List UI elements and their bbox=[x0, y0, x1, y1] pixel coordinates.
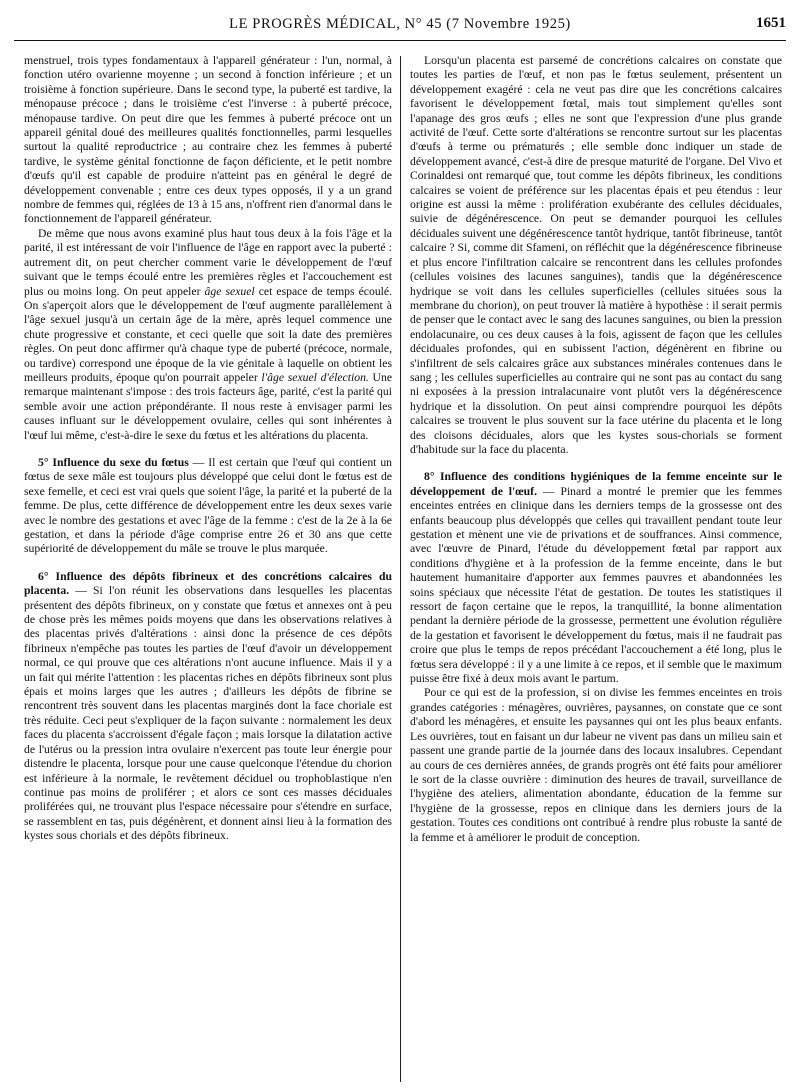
section-text: — Il est certain que l'œuf qui contient un fœtus de sexe mâle est toujours plus développé que celui dont le fœtus est de sexe femelle, et ceci est vrai quels que soient l'âge, la parité et la puberté de la femme. De plus, cette différence de développement entre les deux sexes varie avec le nombre des gestations et avec l'âge de la femme : c'est de la 2e à la 6e gestation, et dans la période d'âge comprise entre 26 et 30 ans que cette supériorité de développement du mâle se trouve le plus marquée. bbox=[24, 455, 392, 556]
section-text: — Pinard a montré le premier que les femmes enceintes entrées en clinique dans les derniers temps de la grossesse ont des enfants beaucoup plus développés que celles qui travaillent pendant toute leur gestation et mènent une vie de privations et de souffrances. Ainsi commence, avec l'œuvre de Pinard, l'étude du développement fœtal par rapport aux conditions d'hygiène et à la profession de la femme enceinte, dans le but hautement humanitaire d'apporter aux femmes pauvres et abandonnées les soins spéciaux que nécessite l'état de gestation. De toutes les statistiques il ressort de façon certaine que le repos, la tranquillité, la bonne alimentation pendant la dernière période de la grossesse, permettent une évolution régulière de la gestation et favorisent le développement du fœtus, mais il ne faudrait pas croire que plus le temps de repos précédant l'accouchement a été long, plus le fœtus sera développé : il y a une limite à ce repos, et il semble que le maximum puisse être fixé à deux mois avant le partum. bbox=[410, 484, 782, 686]
text-run: De même que nous avons examiné plus haut tous deux à la fois l'âge et la parité, il est intéressant de voir l'influence de l'âge en rapport avec la puberté : autrement dit, on peut chercher comment varie le développement de l'œuf suivant que le temps écoulé entre les premières règles et l'accouchement est plus ou moins long. On peut appeler bbox=[24, 226, 392, 298]
section-heading: 8° Influence des conditions hygiéniques de la femme enceinte sur le développement de l'œuf. bbox=[410, 470, 782, 498]
italic-term: âge sexuel bbox=[204, 284, 255, 298]
paragraph: Pour ce qui est de la profession, si on divise les femmes enceintes en trois grandes catégories : ménagères, ouvrières, paysannes, on constate que ce sont d'abord les ménagères, et ensuite les paysannes qui ont les plus beaux enfants. Les ouvrières, tout en faisant un dur labeur ne vivent pas dans un milieu sain et passent une grande partie de la journée dans des locaux insalubres. Cependant au cours de ces dernières années, de grands progrès ont été faits pour améliorer le sort de la classe ouvrière : diminution des heures de travail, surveillance de l'hygiène des ateliers, alimentation abondante, éducation de la femme sur l'hygiène de la grossesse, repos en clinique dans les derniers jours de la gestation. Toutes ces conditions ont contribué à rendre plus robuste la santé de la femme et à améliorer le produit de conception. bbox=[410, 686, 782, 844]
section-6 bbox=[24, 570, 392, 844]
paragraph bbox=[24, 227, 392, 443]
section-heading: 6° Influence des dépôts fibrineux et des concrétions calcaires du placenta. bbox=[24, 569, 392, 598]
section-8 bbox=[410, 470, 782, 686]
paragraph: Lorsqu'un placenta est parsemé de concrétions calcaires on constate que toutes les parties de l'œuf, et non pas le fœtus seulement, présentent un développement exagéré : cela ne veut pas dire que les concrétions calcaires favorisent le développement fœtal, mais tout simplement qu'elles sont l'apanage des gros œufs ; elles ne sont que l'expression d'une plus grande activité de l'œuf. Cette sorte d'altérations se rencontre surtout sur les placentas d'œufs à terme ou prématurés ; elle semble donc indiquer un stade de développement avancé, c'est-à dire de presque maturité de l'organe. Del Vivo et Corinaldesi ont remarqué que, tout comme les dépôts fibrineux, les conditions calcaires se voient de préférence sur les placentas épais et peu étendus : leur origine est aussi la même : prolifération exubérante des cellules déciduales, suivie de dégénérescence. On peut se demander pourquoi les cellules déciduales suivent une dégénérescence tantôt hydrique, tantôt fibrineuse, tantôt calcaire ? Si, comme dit Sfameni, on réfléchit que la dégénérescence fibrineuse et plus encore l'infiltration calcaire se rencontrent dans les cellules profondes (cellules voisines des lacunes sanguines), tandis que la dégénérescence hydrique se voit dans les cellules superficielles (cellules situées sous la membrane du chorion), on peut trouver là matière à hypothèse : il serait permis de penser que le contact avec le sang des lacunes sanguines, ou bien la pression endolacunaire, ou ces deux causes à la fois, agissent de façon que les cellules déciduales profondes, qui en subissent l'action, dégénèrent en fibrine ou s'infiltrent de sels calcaires grâce aux substances minérales contenues dans le sang ; les cellules superficielles au contraire qui ne sont pas au contact du sang ni exposées à la pression intralacunaire vont plutôt vers la dégénérescence hydrique et la dissolution. On peut ainsi comprendre pourquoi les dépôts calcaires se trouvent le plus souvent sur la face utérine du placenta et le long des cloisons déciduales, alors que les kystes sous-chorials se forment d'habitude sur la face du placenta. bbox=[410, 54, 782, 456]
section-5 bbox=[24, 456, 392, 557]
right-column bbox=[410, 54, 782, 1084]
section-text: — Si l'on réunit les observations dans lesquelles les placentas présentent des dépôts fibrineux, on y constate que fœtus et annexes ont à peu de chose près les mêmes poids moyens que dans les observations relatives à des placentas privés d'altérations : ainsi donc la présence de ces dépôts fibrineux n'empêche pas toutes les parties de l'œuf d'avoir un développement normal, ce qui prouve que ces altérations n'ont aucune influence. Mais il y a un fait qui mérite l'attention : les placentas riches en dépôts fibrineux sont plus épais et moins larges que les autres ; d'ailleurs les dépôts de fibrine se rencontrent très souvent dans les placentas marginés dont la face choriale est très réduite. Ceci peut s'expliquer de la façon suivante : normalement les deux faces du placenta s'accroissent d'égale façon ; mais lorsque la dilatation active de l'utérus ou la pression intra ovulaire n'exercent pas toute leur énergie pour distendre le placenta, lorsque pour une cause quelconque l'étendue du chorion est inférieure à la normale, le revêtement déciduel ou trophoblastique n'en continue pas moins de proliférer ; et alors ce sont ces masses déciduales proliférées qui, ne trouvant plus l'espace nécessaire pour s'étendre en surface, se rassemblent en tas, puis dégénèrent, et donnent ainsi lieu à la formation des kystes sous chorials et des dépôts fibrineux. bbox=[24, 584, 392, 843]
column-divider bbox=[400, 56, 401, 1082]
section-heading: 5° Influence du sexe du fœtus bbox=[38, 455, 189, 469]
journal-title: LE PROGRÈS MÉDICAL, N° 45 (7 Novembre 1925) bbox=[229, 16, 571, 32]
italic-term: l'âge sexuel d'élection. bbox=[261, 370, 369, 384]
page-number: 1651 bbox=[756, 15, 786, 31]
text-run: cet espace de temps écoulé. On s'aperçoit alors que le développement de l'œuf augmente parallèlement à l'âge sexuel jusqu'à un certain âge de la mère, après lequel commence une chute progressive et constante, et ceci quelle que soit la date des premières règles. On peut donc affirmer qu'à chaque type de puberté (précoce, normale, ou tardive) correspond une époque de la vie génitale à laquelle on obtient les meilleurs produits, époque qu'on pourrait appeler bbox=[24, 284, 392, 384]
left-column bbox=[24, 54, 392, 1084]
running-header bbox=[14, 10, 786, 41]
paragraph: menstruel, trois types fondamentaux à l'appareil générateur : l'un, normal, à fonction utéro ovarienne moyenne ; un second à fonction inférieure ; et un troisième à fonction supérieure. Dans le second type, la puberté est tardive, la ménopause précoce ; dans le troisième c'est l'inverse : à puberté précoce, ménopause tardive. On peut dire que les femmes à puberté précoce ont un appareil génital doué des meilleures qualités fonctionnelles, parmi lesquelles surtout la qualité reproductrice ; au contraire chez les femmes à puberté tardive, le système génital fonctionne de façon déficiente, et le petit nombre d'œufs qu'il est capable de produire n'atteint pas en général le degré de développement convenable ; entre ces deux types opposés, il y a un grand nombre de femmes qui, réglées de 13 à 15 ans, n'offrent rien d'anormal dans le fonctionnement de l'appareil générateur. bbox=[24, 54, 392, 226]
text-run: Une remarque maintenant s'impose : des trois facteurs âge, parité, c'est la parité qui semble avoir une action prépondérante. Il nous reste à envisager parmi les causes influant sur le développement ovulaire, celles qui sont inhérentes à l'œuf lui même, c'est-à-dire le sexe du fœtus et les altérations du placenta. bbox=[24, 370, 392, 442]
